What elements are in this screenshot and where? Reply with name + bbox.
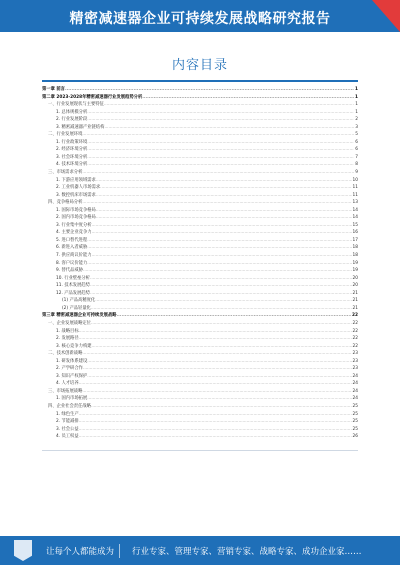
toc-entry[interactable] — [42, 94, 358, 102]
toc-entry[interactable] — [42, 101, 358, 109]
toc-entry-title: (2) 产品轻量化 — [62, 305, 91, 311]
toc-top-rule — [42, 80, 358, 82]
toc-entry[interactable] — [42, 222, 358, 230]
toc-leader-dots — [100, 184, 351, 192]
toc-entry-page: 23 — [352, 358, 358, 364]
toc-entry[interactable] — [42, 320, 358, 328]
toc-entry-title: 4. 技术环境分析 — [56, 162, 88, 168]
toc-entry[interactable] — [42, 214, 358, 222]
toc-entry-page: 25 — [352, 426, 358, 432]
toc-entry-title: 10. 行业壁垒分析 — [56, 275, 90, 281]
toc-entry[interactable] — [42, 154, 358, 162]
toc-entry[interactable] — [42, 146, 358, 154]
toc-entry[interactable] — [42, 312, 358, 320]
toc-leader-dots — [82, 388, 351, 396]
toc-leader-dots — [87, 373, 351, 381]
toc-entry[interactable] — [42, 365, 358, 373]
header-banner — [0, 0, 400, 32]
toc-entry-title: 3. 社会环境分析 — [56, 154, 88, 160]
toc-leader-dots — [82, 350, 351, 358]
toc-entry-title: (1) 产品高精度化 — [62, 298, 96, 304]
toc-entry[interactable] — [42, 229, 358, 237]
toc-entry-title: 4. 主要企业竞争力 — [56, 230, 92, 236]
toc-entry[interactable] — [42, 109, 358, 117]
toc-entry-title: 3. 核心竞争力构建 — [56, 343, 92, 349]
toc-entry[interactable] — [42, 267, 358, 275]
toc-entry-title: 2. 发展路径 — [56, 336, 79, 342]
toc-leader-dots — [87, 154, 354, 162]
toc-entry[interactable] — [42, 411, 358, 419]
toc-entry-title: 9. 替代品威胁 — [56, 268, 83, 274]
toc-entry-page: 14 — [352, 215, 358, 221]
toc-entry-title: 2. 工业机器人市场需求 — [56, 185, 101, 191]
footer-banner — [0, 536, 400, 565]
toc-entry[interactable] — [42, 161, 358, 169]
toc-leader-dots — [83, 267, 352, 275]
toc-heading: 内容目录 — [171, 58, 228, 73]
toc-entry-title: 2. 国内市场竞争格局 — [56, 215, 96, 221]
toc-entry-title: 二、行业发展环境 — [48, 132, 83, 138]
toc-entry-page: 11 — [352, 192, 358, 198]
toc-entry-page: 25 — [352, 411, 358, 417]
toc-entry-page: 1 — [355, 109, 358, 115]
toc-leader-dots — [79, 335, 352, 343]
toc-entry-title: 第二章 2023-2028年精密减速器行业发展趋势分析 — [42, 94, 143, 100]
toc-entry[interactable] — [42, 244, 358, 252]
toc-entry-page: 10 — [352, 177, 358, 183]
toc-entry-page: 6 — [355, 139, 358, 145]
toc-entry-title: 2. 经济环境分析 — [56, 147, 88, 153]
toc-leader-dots — [90, 275, 352, 283]
toc-entry-title: 第一章 前言 — [42, 87, 65, 92]
toc-leader-dots — [96, 192, 352, 200]
toc-entry[interactable] — [42, 177, 358, 185]
toc-leader-dots — [65, 86, 354, 94]
toc-leader-dots — [92, 343, 352, 351]
toc-entry-page: 13 — [352, 200, 358, 206]
toc-entry[interactable] — [42, 124, 358, 132]
toc-entry-title: 三、市场拓展战略 — [48, 388, 83, 394]
toc-entry-title: 三、市场需求分析 — [48, 170, 83, 176]
toc-entry[interactable] — [42, 358, 358, 366]
toc-entry[interactable] — [42, 169, 358, 177]
toc-leader-dots — [117, 312, 351, 320]
toc-entry[interactable] — [42, 343, 358, 351]
toc-entry-title: 3. 社会公益 — [56, 426, 79, 432]
toc-leader-dots — [92, 229, 352, 237]
toc-entry[interactable] — [42, 252, 358, 260]
toc-bottom-rule — [42, 450, 358, 451]
toc-entry-page: 18 — [352, 253, 358, 259]
toc-entry-page: 19 — [352, 260, 358, 266]
toc-entry-title: 3. 知识产权保护 — [56, 373, 88, 379]
toc-entry-page: 20 — [352, 283, 358, 289]
toc-leader-dots — [79, 426, 352, 434]
toc-leader-dots — [87, 116, 354, 124]
toc-leader-dots — [104, 101, 354, 109]
toc-entry-title: 6. 新进入者威胁 — [56, 245, 88, 251]
toc-entry-page: 18 — [352, 245, 358, 251]
toc-entry-page: 16 — [352, 230, 358, 236]
toc-entry-title: 3. 精密减速器产业链结构 — [56, 124, 105, 130]
toc-entry[interactable] — [42, 350, 358, 358]
toc-entry-page: 19 — [352, 268, 358, 274]
toc-entry-title: 四、企业社会责任战略 — [48, 403, 91, 409]
toc-entry-title: 5. 进口替代进程 — [56, 237, 88, 243]
toc-leader-dots — [96, 177, 352, 185]
toc-entry[interactable] — [42, 131, 358, 139]
toc-entry-page: 23 — [352, 366, 358, 372]
footer-tagline: 行业专家、管理专家、营销专家、战略专家、成功企业家…… — [132, 547, 362, 557]
toc-entry[interactable] — [42, 260, 358, 268]
toc-entry-title: 4. 人才培养 — [56, 381, 79, 387]
toc-entry-page: 25 — [352, 403, 358, 409]
toc-entry[interactable] — [42, 192, 358, 200]
toc-entry[interactable] — [42, 116, 358, 124]
toc-entry-page: 6 — [355, 147, 358, 153]
toc-entry-title: 11. 技术发展趋势 — [56, 283, 90, 289]
toc-entry-page: 25 — [352, 419, 358, 425]
toc-entry-page: 1 — [355, 102, 358, 108]
toc-leader-dots — [96, 207, 352, 215]
toc-entry[interactable] — [42, 139, 358, 147]
toc-entry-page: 21 — [352, 298, 358, 304]
toc-entry-title: 2. 行业发展阶段 — [56, 117, 88, 123]
toc-entry-title: 2. 产学研合作 — [56, 366, 83, 372]
toc-leader-dots — [104, 124, 354, 132]
toc-leader-dots — [87, 358, 351, 366]
toc-entry-page: 17 — [352, 237, 358, 243]
toc-leader-dots — [87, 395, 351, 403]
toc-entry-page: 11 — [352, 185, 358, 191]
toc-entry-title: 1. 行业政策环境 — [56, 139, 88, 145]
toc-entry[interactable] — [42, 395, 358, 403]
toc-entry[interactable] — [42, 335, 358, 343]
toc-entry[interactable] — [42, 237, 358, 245]
toc-entry-title: 第三章 精密减速器企业可持续发展战略 — [42, 313, 117, 319]
toc-entry-title: 1. 国际市场竞争格局 — [56, 207, 96, 213]
toc-entry-title: 一、企业发展战略定位 — [48, 320, 91, 326]
toc-leader-dots — [87, 244, 351, 252]
toc-entry-title: 7. 供应商议价能力 — [56, 253, 92, 259]
toc-entry[interactable] — [42, 380, 358, 388]
toc-entry-page: 14 — [352, 207, 358, 213]
toc-leader-dots — [87, 146, 354, 154]
toc-entry[interactable] — [42, 426, 358, 434]
toc-entry-page: 26 — [352, 434, 358, 440]
toc-entry-page: 1 — [355, 94, 358, 100]
toc-leader-dots — [87, 161, 354, 169]
toc-entry[interactable] — [42, 403, 358, 411]
toc-leader-dots — [79, 380, 352, 388]
toc-leader-dots — [79, 418, 352, 426]
toc-entry-page: 8 — [355, 162, 358, 168]
toc-leader-dots — [90, 290, 352, 298]
toc-entry-title: 3. 数控机床市场需求 — [56, 192, 96, 198]
toc-leader-dots — [82, 169, 354, 177]
toc-entry-page: 20 — [352, 275, 358, 281]
toc-entry[interactable] — [42, 388, 358, 396]
toc-entry-title: 1. 战略目标 — [56, 328, 79, 334]
toc-entry-title: 12. 产品发展趋势 — [56, 290, 90, 296]
toc-entry-page: 21 — [352, 305, 358, 311]
toc-entry-page: 15 — [352, 222, 358, 228]
toc-entry-page: 22 — [352, 313, 358, 319]
toc-entry[interactable] — [42, 86, 358, 94]
toc-leader-dots — [87, 260, 351, 268]
toc-entry-page: 22 — [352, 328, 358, 334]
toc-leader-dots — [87, 139, 354, 147]
toc-leader-dots — [83, 365, 352, 373]
toc-entry[interactable] — [42, 290, 358, 298]
toc-entry-title: 1. 下游应用领域需求 — [56, 177, 96, 183]
toc-entry[interactable] — [42, 199, 358, 207]
toc-entry[interactable] — [42, 297, 358, 305]
toc-entry-title: 四、竞争格局分析 — [48, 200, 83, 206]
footer-divider — [119, 544, 120, 558]
toc-entry[interactable] — [42, 275, 358, 283]
toc-leader-dots — [79, 433, 352, 441]
toc-leader-dots — [79, 411, 352, 419]
toc-entry[interactable] — [42, 207, 358, 215]
toc-entry-page: 24 — [352, 388, 358, 394]
toc-entry[interactable] — [42, 433, 358, 441]
toc-leader-dots — [92, 252, 352, 260]
toc-entry-title: 二、技术创新战略 — [48, 351, 83, 357]
toc-leader-dots — [91, 305, 352, 313]
toc-entry-page: 24 — [352, 396, 358, 402]
toc-leader-dots — [87, 237, 351, 245]
toc-leader-dots — [82, 131, 354, 139]
toc-leader-dots — [79, 328, 352, 336]
toc-leader-dots — [87, 109, 354, 117]
toc-leader-dots — [82, 199, 351, 207]
toc-leader-dots — [96, 214, 352, 222]
toc-entry-title: 2. 节能减排 — [56, 419, 79, 425]
toc-entry-page: 24 — [352, 381, 358, 387]
toc-entry-page: 9 — [355, 170, 358, 176]
toc-leader-dots — [95, 297, 351, 305]
toc-entry-page: 7 — [355, 154, 358, 160]
toc-entry-page: 21 — [352, 290, 358, 296]
toc-entry[interactable] — [42, 305, 358, 313]
report-title: 精密减速器企业可持续发展战略研究报告 — [69, 11, 331, 27]
toc-entry[interactable] — [42, 282, 358, 290]
toc-entry[interactable] — [42, 418, 358, 426]
toc-entry-title: 一、行业发展现状与主要特征 — [48, 102, 104, 108]
logo-mark — [14, 540, 32, 561]
toc-entry-title: 1. 研发体系建设 — [56, 358, 88, 364]
toc-entry-page: 23 — [352, 351, 358, 357]
toc-entry[interactable] — [42, 184, 358, 192]
toc-leader-dots — [142, 94, 354, 102]
toc-entry-title: 3. 行业集中度分析 — [56, 222, 92, 228]
table-of-contents — [42, 86, 358, 441]
toc-entry-title: 4. 员工权益 — [56, 434, 79, 440]
toc-entry-page: 3 — [355, 124, 358, 130]
toc-entry-page: 1 — [355, 87, 358, 92]
footer-slogan: 让每个人都能成为 — [46, 547, 115, 557]
toc-leader-dots — [91, 403, 352, 411]
toc-entry[interactable] — [42, 373, 358, 381]
toc-entry-page: 22 — [352, 343, 358, 349]
toc-leader-dots — [92, 222, 352, 230]
toc-entry-title: 8. 客户议价能力 — [56, 260, 88, 266]
toc-entry[interactable] — [42, 328, 358, 336]
toc-leader-dots — [91, 320, 352, 328]
toc-entry-page: 22 — [352, 320, 358, 326]
toc-entry-page: 22 — [352, 336, 358, 342]
toc-entry-page: 2 — [355, 117, 358, 123]
toc-entry-title: 1. 国内市场拓展 — [56, 396, 88, 402]
toc-leader-dots — [90, 282, 352, 290]
toc-entry-page: 5 — [355, 132, 358, 138]
toc-entry-title: 1. 绿色生产 — [56, 411, 79, 417]
toc-entry-title: 1. 总体规模分析 — [56, 109, 88, 115]
toc-entry-page: 24 — [352, 373, 358, 379]
